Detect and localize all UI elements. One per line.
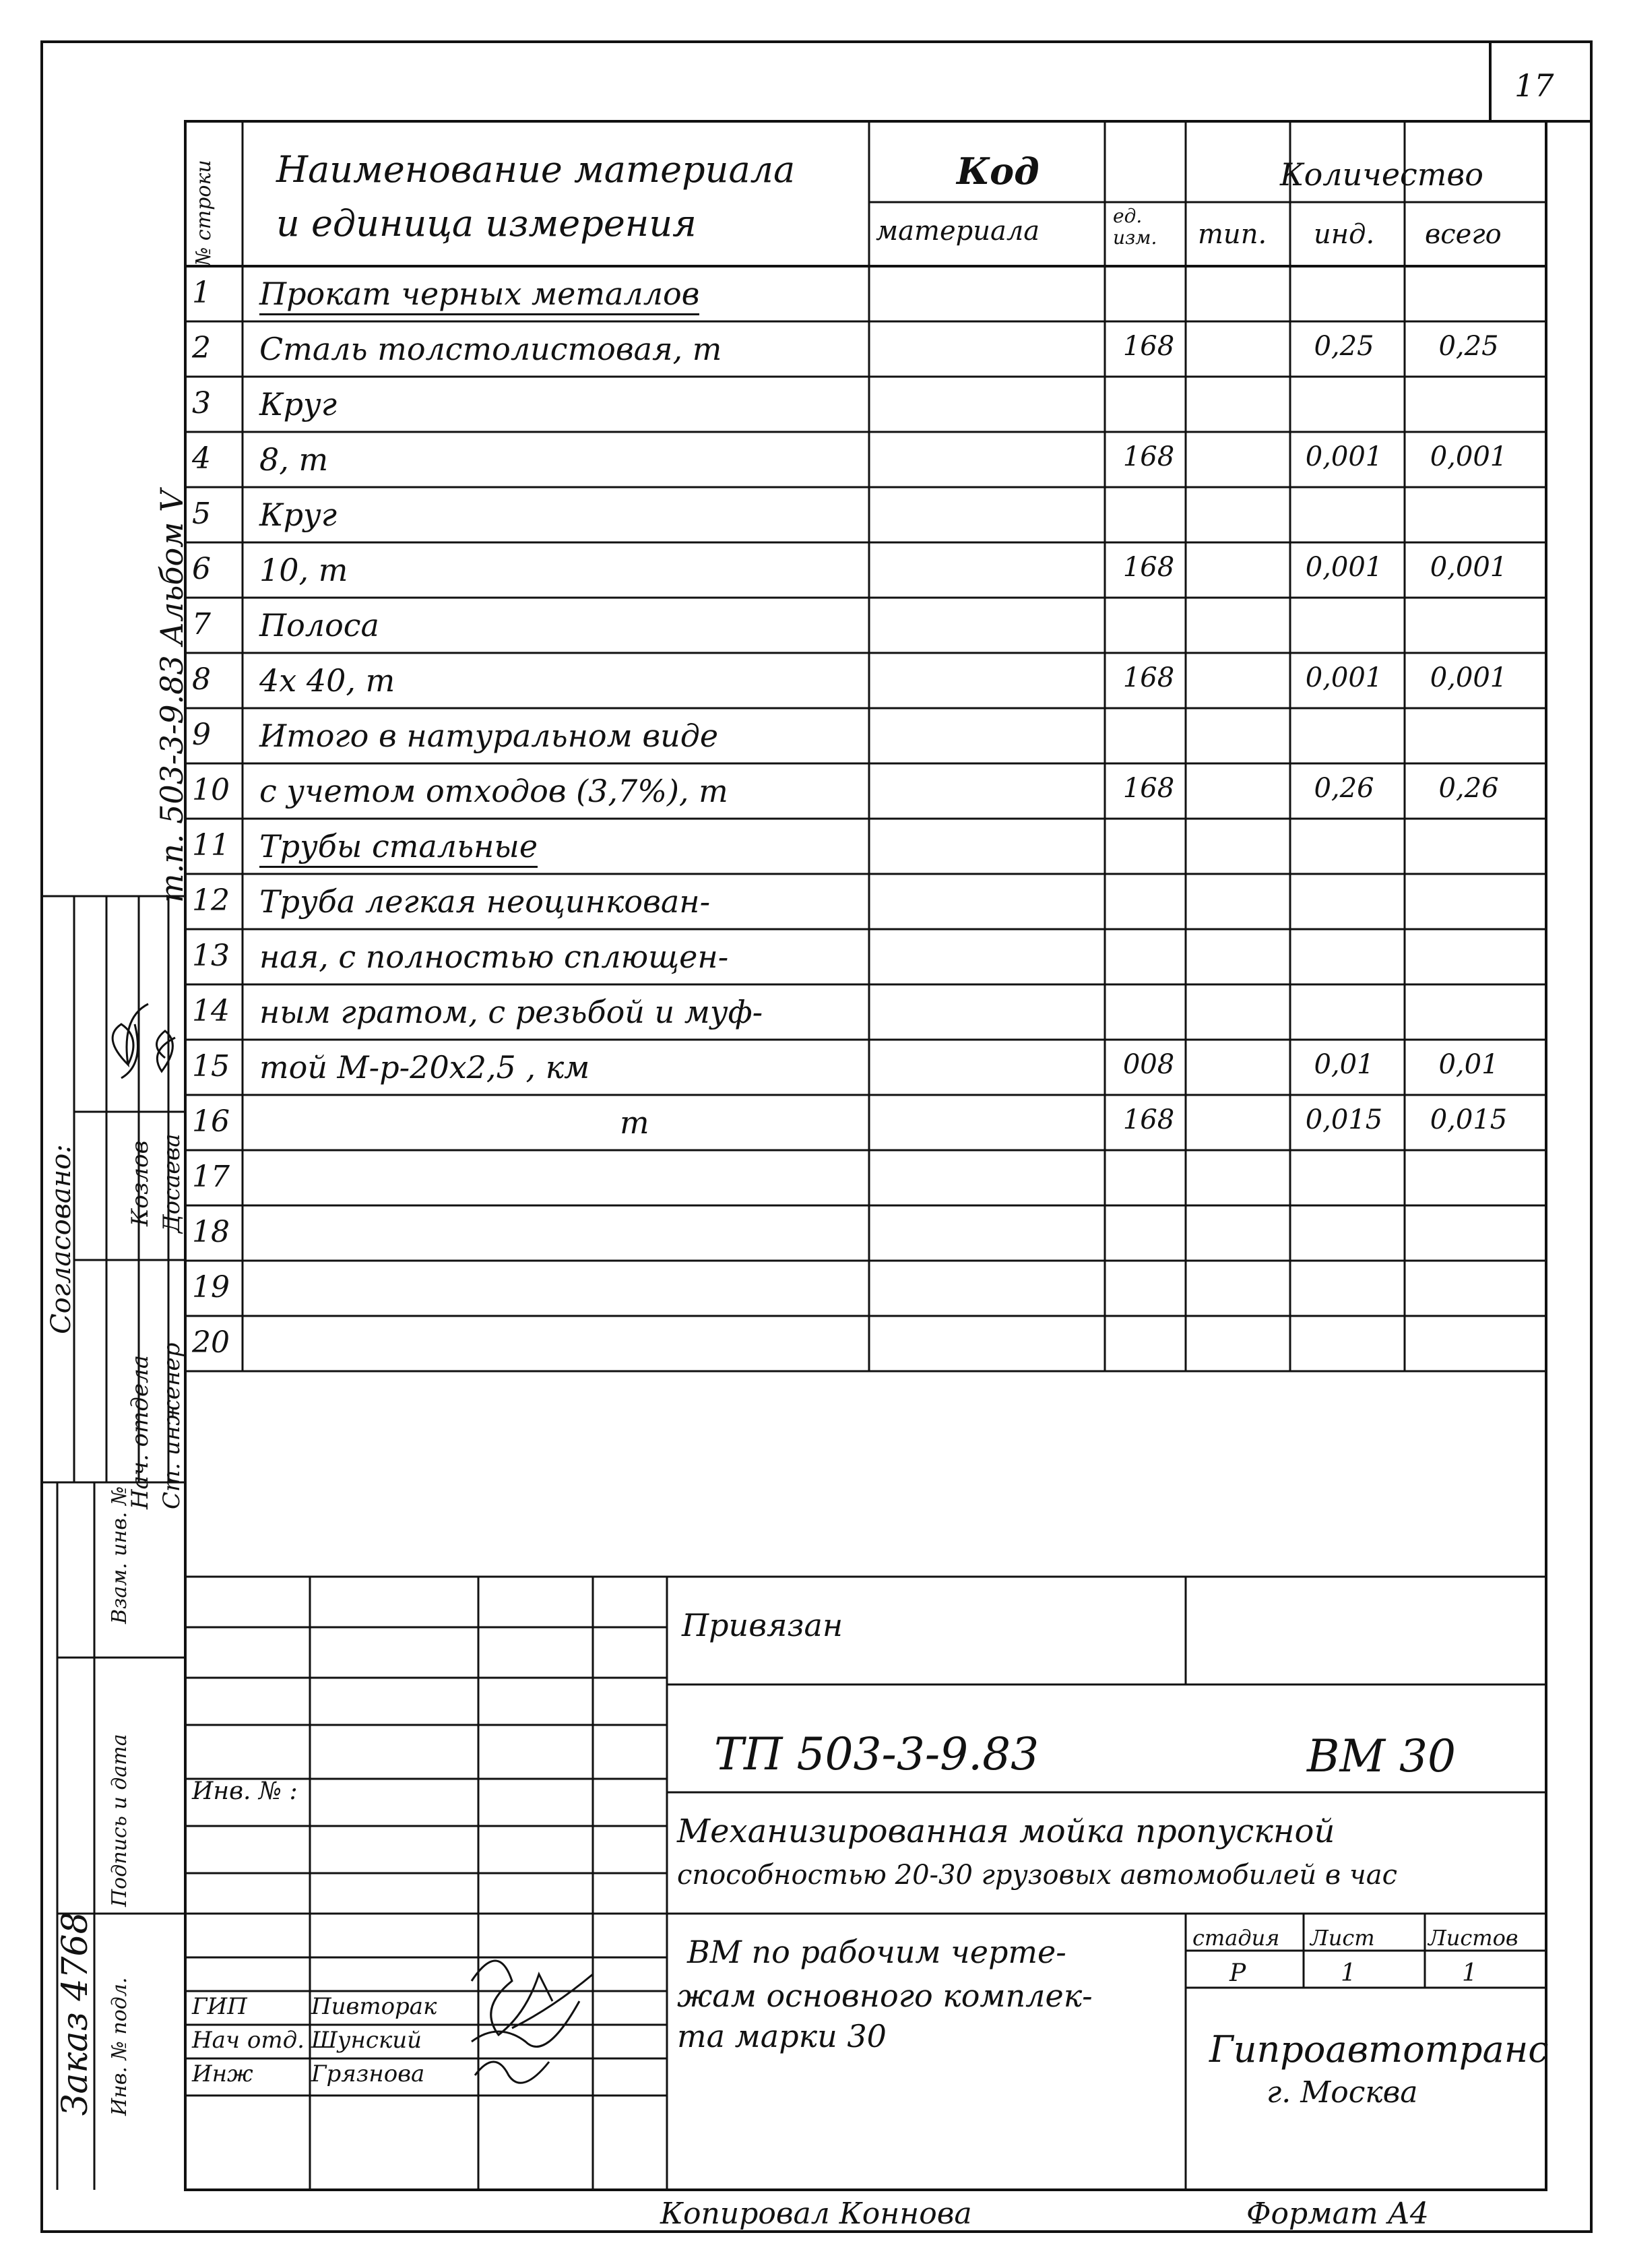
row-qty-total: 0,001 xyxy=(1430,552,1508,583)
row-number: 5 xyxy=(192,497,211,531)
row-name: Круг xyxy=(259,497,337,533)
stage-value: Р xyxy=(1229,1959,1246,1987)
row-qty-ind: 0,001 xyxy=(1305,552,1383,583)
row-name: Трубы стальные xyxy=(259,828,538,868)
org-city: г. Москва xyxy=(1267,2075,1418,2110)
header-code: Код xyxy=(957,150,1040,193)
row-qty-total: 0,001 xyxy=(1430,662,1508,693)
sheets-label: Листов xyxy=(1428,1925,1518,1951)
row-qty-ind: 0,015 xyxy=(1305,1104,1383,1135)
stage-label: стадия xyxy=(1192,1925,1280,1951)
row-number: 20 xyxy=(192,1325,230,1360)
row-number: 13 xyxy=(192,939,230,973)
copied-by: Копировал Коннова xyxy=(660,2197,972,2231)
vzam-inv-label: Взам. инв. № xyxy=(108,1486,131,1624)
row-name: Прокат черных металлов xyxy=(259,276,699,315)
row-number: 6 xyxy=(192,552,211,586)
gip-name: Пивторак xyxy=(311,1993,437,2020)
row-number: 7 xyxy=(192,607,211,641)
eng-role: Инж xyxy=(192,2060,253,2087)
row-name: ная, с полностью сплющен- xyxy=(259,939,729,975)
row-number: 2 xyxy=(192,331,211,365)
doc-line1: ВМ по рабочим черте- xyxy=(687,1934,1066,1970)
row-name: с учетом отходов (3,7%), т xyxy=(259,773,728,809)
row-number: 19 xyxy=(192,1270,230,1304)
row-unit: 168 xyxy=(1122,773,1175,804)
inv-no-label: Инв. № : xyxy=(192,1777,298,1805)
row-number: 12 xyxy=(192,883,230,918)
row-number: 15 xyxy=(192,1049,230,1083)
row-unit: 168 xyxy=(1122,1104,1175,1135)
header-code-unit: ед. изм. xyxy=(1113,205,1157,249)
sheet-label: Лист xyxy=(1310,1925,1375,1951)
agreed-label: Согласовано: xyxy=(46,1144,77,1334)
row-number: 11 xyxy=(192,828,230,862)
head-dept-name: Козлов xyxy=(127,1140,154,1226)
row-name: 8, т xyxy=(259,441,329,478)
privyazan-label: Привязан xyxy=(682,1607,843,1643)
order-label: Заказ 4768 xyxy=(55,1912,96,2116)
row-name: Полоса xyxy=(259,607,379,643)
row-qty-total: 0,25 xyxy=(1438,331,1499,362)
header-name-line2: и единица измерения xyxy=(276,202,697,245)
row-unit: 168 xyxy=(1122,331,1175,362)
row-qty-total: 0,01 xyxy=(1438,1049,1499,1080)
senior-eng-name: Досаева xyxy=(158,1133,185,1233)
row-name: 4x 40, т xyxy=(259,662,395,699)
row-qty-ind: 0,001 xyxy=(1305,662,1383,693)
row-name: ным гратом, с резьбой и муф- xyxy=(259,994,763,1030)
head-dept-label: Нач. отдела xyxy=(127,1355,154,1509)
header-code-material: материала xyxy=(876,216,1040,247)
eng-name: Грязнова xyxy=(311,2060,425,2087)
sign-date-label: Подпись и дата xyxy=(108,1734,131,1907)
row-qty-ind: 0,25 xyxy=(1314,331,1374,362)
header-row-number: № строки xyxy=(192,160,216,266)
header-qty-total: всего xyxy=(1425,219,1502,250)
header-quantity: Количество xyxy=(1280,156,1483,193)
row-number: 1 xyxy=(192,276,211,310)
row-name: Круг xyxy=(259,386,337,422)
project-line1: Механизированная мойка пропускной xyxy=(677,1813,1335,1850)
row-qty-ind: 0,001 xyxy=(1305,441,1383,472)
row-unit: 168 xyxy=(1122,441,1175,472)
row-name: Итого в натуральном виде xyxy=(259,718,719,754)
row-qty-ind: 0,01 xyxy=(1314,1049,1374,1080)
row-qty-total: 0,001 xyxy=(1430,441,1508,472)
page-number: 17 xyxy=(1514,67,1554,104)
row-number: 9 xyxy=(192,718,211,752)
row-number: 4 xyxy=(192,441,211,476)
org-name: Гипроавтотранс xyxy=(1209,2028,1549,2071)
header-qty-ind: инд. xyxy=(1314,219,1375,250)
row-name: т xyxy=(620,1104,649,1141)
row-number: 8 xyxy=(192,662,211,697)
row-number: 18 xyxy=(192,1215,230,1249)
format-label: Формат А4 xyxy=(1246,2197,1429,2231)
row-number: 17 xyxy=(192,1160,230,1194)
row-qty-total: 0,26 xyxy=(1438,773,1499,804)
doc-line2: жам основного комплек- xyxy=(677,1978,1093,2014)
album-label: т.п. 503-3-9.83 Альбом V xyxy=(154,489,190,903)
header-name-line1: Наименование материала xyxy=(276,148,796,191)
row-qty-total: 0,015 xyxy=(1430,1104,1508,1135)
doc-mark: ВМ 30 xyxy=(1307,1730,1457,1782)
doc-designation: ТП 503-3-9.83 xyxy=(714,1728,1040,1780)
row-name: Сталь толстолистовая, т xyxy=(259,331,722,367)
row-name: 10, т xyxy=(259,552,348,588)
header-qty-typ: тип. xyxy=(1198,219,1267,250)
inv-orig-label: Инв. № подл. xyxy=(108,1977,131,2116)
row-name: той М-р-20х2,5 , км xyxy=(259,1049,590,1085)
row-number: 3 xyxy=(192,386,211,420)
row-number: 14 xyxy=(192,994,230,1028)
row-number: 16 xyxy=(192,1104,230,1139)
row-unit: 168 xyxy=(1122,662,1175,693)
gip-role: ГИП xyxy=(192,1993,247,2020)
row-unit: 168 xyxy=(1122,552,1175,583)
row-name: Труба легкая неоцинкован- xyxy=(259,883,711,920)
doc-line3: та марки 30 xyxy=(677,2018,887,2054)
project-line2: способностью 20-30 грузовых автомобилей в час xyxy=(677,1860,1398,1891)
sheet-value: 1 xyxy=(1341,1959,1356,1987)
row-unit: 008 xyxy=(1122,1049,1175,1080)
head-role: Нач отд. xyxy=(192,2027,305,2054)
sheets-value: 1 xyxy=(1462,1959,1477,1987)
senior-eng-label: Ст. инженер xyxy=(158,1342,185,1509)
row-number: 10 xyxy=(192,773,230,807)
head-name: Шунский xyxy=(311,2027,422,2054)
row-qty-ind: 0,26 xyxy=(1314,773,1374,804)
